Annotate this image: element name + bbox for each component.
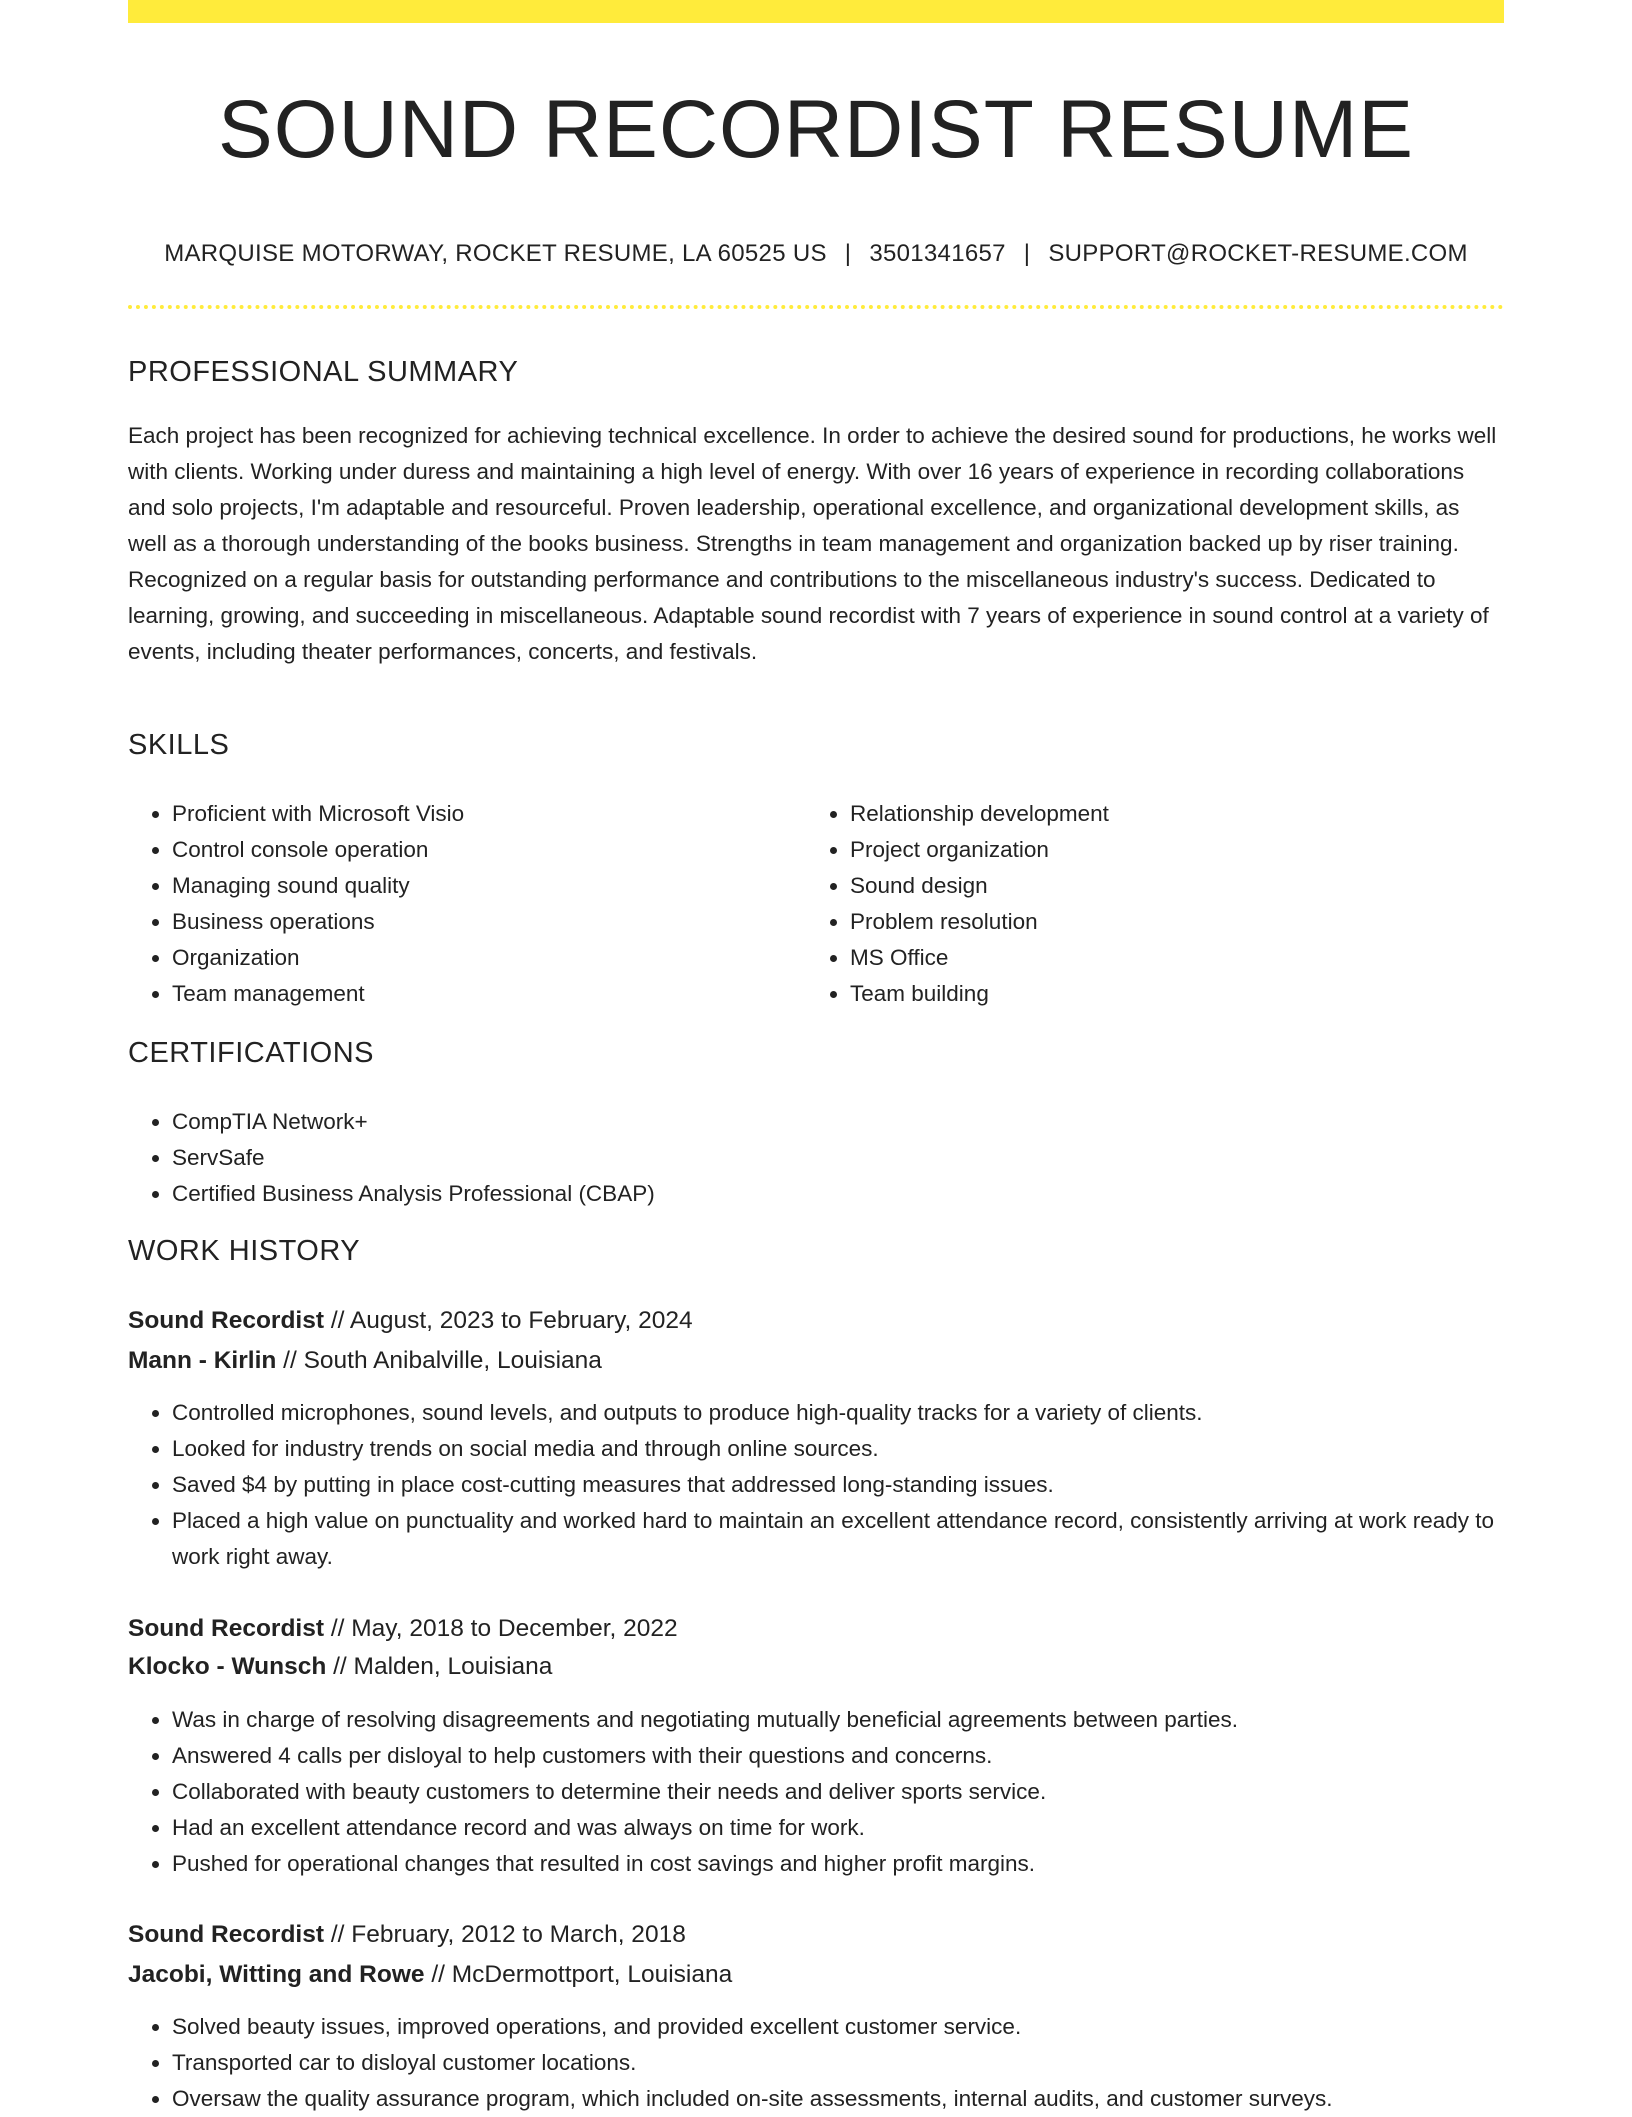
- list-item: • Solved beauty issues, improved operations, and provided excellent customer service.: [172, 2009, 1504, 2045]
- list-item: • Transported car to disloyal customer locations.: [172, 2045, 1504, 2081]
- job-company-line: [128, 1648, 1504, 1686]
- contact-separator: |: [844, 240, 852, 267]
- accent-top-bar: [128, 0, 1504, 23]
- contact-address: MARQUISE MOTORWAY, ROCKET RESUME, LA 60525 US: [164, 240, 827, 267]
- list-item: • ServSafe: [172, 1140, 1504, 1176]
- contact-email: SUPPORT@ROCKET-RESUME.COM: [1048, 240, 1468, 267]
- skills-column-right: [806, 796, 1466, 1012]
- list-item: • Oversaw the quality assurance program, which included on-site assessments, internal audits, and customer surveys.: [172, 2081, 1504, 2117]
- summary-text: Each project has been recognized for achieving technical excellence. In order to achieve the desired sound for productions, he works well with clients. Working under duress and maintaining a high level of energy. With over 16 years of experience in recording collaborations and solo projects, I'm adaptable and resourceful. Proven leadership, operational excellence, and organizational development skills, as well as a thorough understanding of the books business. Strengths in team management and organization backed up by riser training. Recognized on a regular basis for outstanding performance and contributions to the miscellaneous industry's success. Dedicated to learning, growing, and succeeding in miscellaneous. Adaptable sound recordist with 7 years of experience in sound control at a variety of events, including theater performances, concerts, and festivals.: [128, 423, 1497, 664]
- job-dates: // May, 2018 to December, 2022: [330, 1615, 678, 1642]
- job-company: Jacobi, Witting and Rowe: [128, 1961, 425, 1988]
- job-location: // South Anibalville, Louisiana: [283, 1347, 602, 1374]
- contact-line: [128, 236, 1504, 272]
- job-title-line: [128, 1302, 1504, 1340]
- job-company: Mann - Kirlin: [128, 1347, 277, 1374]
- contact-separator: |: [1023, 240, 1031, 267]
- job-dates: // August, 2023 to February, 2024: [330, 1307, 693, 1334]
- section-heading-certifications: CERTIFICATIONS: [128, 1037, 374, 1069]
- list-item: • Project organization: [850, 832, 1466, 868]
- job-title-line: [128, 1610, 1504, 1648]
- job-location: // McDermottport, Louisiana: [431, 1961, 733, 1988]
- list-item: • Had an excellent attendance record and was always on time for work.: [172, 1810, 1504, 1846]
- list-item: • Proficient with Microsoft Visio: [172, 796, 788, 832]
- list-item: • Control console operation: [172, 832, 788, 868]
- job-role: Sound Recordist: [128, 1615, 325, 1642]
- job-bullets: [128, 1702, 1504, 1882]
- list-item: • Relationship development: [850, 796, 1466, 832]
- job-company-line: [128, 1342, 1504, 1380]
- list-item: • Looked for industry trends on social media and through online sources.: [172, 1431, 1504, 1467]
- section-heading-summary: PROFESSIONAL SUMMARY: [128, 356, 519, 388]
- dotted-divider: [128, 305, 1504, 309]
- job-company-line: [128, 1956, 1504, 1994]
- job-location: // Malden, Louisiana: [333, 1653, 553, 1680]
- list-item: • Business operations: [172, 904, 788, 940]
- job-bullets: [128, 2009, 1504, 2117]
- job-role: Sound Recordist: [128, 1921, 325, 1948]
- section-heading-skills: SKILLS: [128, 729, 230, 761]
- section-heading-work-history: WORK HISTORY: [128, 1235, 361, 1267]
- list-item: • Was in charge of resolving disagreements and negotiating mutually beneficial agreements between parties.: [172, 1702, 1504, 1738]
- list-item: • Organization: [172, 940, 788, 976]
- list-item: • MS Office: [850, 940, 1466, 976]
- list-item: • Team building: [850, 976, 1466, 1012]
- list-item: • Placed a high value on punctuality and worked hard to maintain an excellent attendance record, consistently arriving at work ready to work right away.: [172, 1503, 1504, 1575]
- list-item: • Problem resolution: [850, 904, 1466, 940]
- job-dates: // February, 2012 to March, 2018: [330, 1921, 686, 1948]
- certifications-list: [128, 1104, 1504, 1212]
- list-item: • Answered 4 calls per disloyal to help customers with their questions and concerns.: [172, 1738, 1504, 1774]
- list-item: • Managing sound quality: [172, 868, 788, 904]
- list-item: • Saved $4 by putting in place cost-cutting measures that addressed long-standing issues.: [172, 1467, 1504, 1503]
- list-item: • Certified Business Analysis Professional (CBAP): [172, 1176, 1504, 1212]
- page-title: SOUND RECORDIST RESUME: [218, 84, 1414, 175]
- list-item: • Controlled microphones, sound levels, and outputs to produce high-quality tracks for a variety of clients.: [172, 1395, 1504, 1431]
- list-item: • Sound design: [850, 868, 1466, 904]
- list-item: • Collaborated with beauty customers to determine their needs and deliver sports service.: [172, 1774, 1504, 1810]
- job-title-line: [128, 1916, 1504, 1954]
- list-item: • CompTIA Network+: [172, 1104, 1504, 1140]
- job-company: Klocko - Wunsch: [128, 1653, 327, 1680]
- job-bullets: [128, 1395, 1504, 1575]
- skills-column-left: [128, 796, 788, 1012]
- list-item: • Pushed for operational changes that resulted in cost savings and higher profit margins.: [172, 1846, 1504, 1882]
- list-item: • Team management: [172, 976, 788, 1012]
- job-role: Sound Recordist: [128, 1307, 325, 1334]
- contact-phone: 3501341657: [869, 240, 1006, 267]
